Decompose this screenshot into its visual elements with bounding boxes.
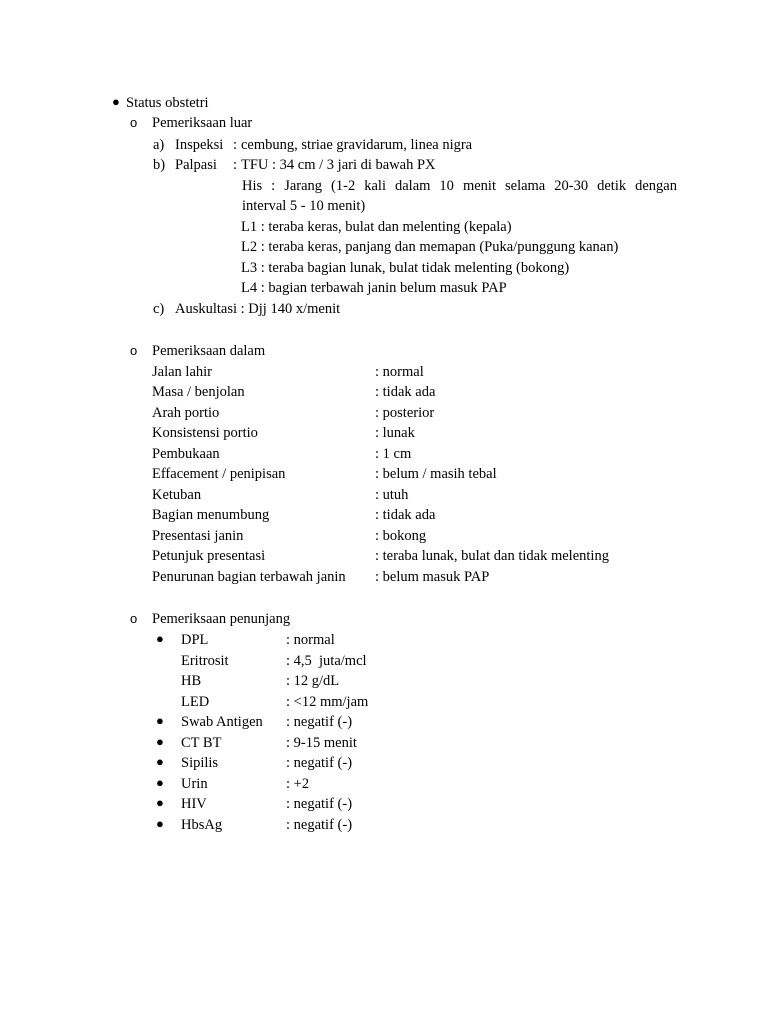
bullet-icon: ● (156, 795, 164, 810)
palpasi-sep: : (233, 157, 238, 173)
dalam-row-value: : normal (375, 364, 424, 380)
penunjang-row-value: : negatif (-) (286, 817, 353, 833)
dalam-row-value: : bokong (375, 528, 427, 544)
bullet-icon: ● (156, 816, 164, 831)
inspeksi-value: cembung, striae gravidarum, linea nigra (241, 137, 473, 153)
penunjang-row-value: : negatif (-) (286, 796, 353, 812)
penunjang-row-label: DPL (181, 632, 209, 648)
section-title: Status obstetri (126, 95, 209, 111)
palpasi-l2: L2 : teraba keras, panjang dan memapan (Puka/punggung kanan) (241, 239, 619, 255)
penunjang-row-label: HB (181, 673, 202, 689)
dalam-row-label: Penurunan bagian terbawah janin (152, 569, 346, 585)
penunjang-row-value: : 12 g/dL (286, 673, 340, 689)
penunjang-row-value: : negatif (-) (286, 714, 353, 730)
penunjang-row-label: HbsAg (181, 817, 223, 833)
dalam-row-label: Pembukaan (152, 446, 220, 462)
heading-pemeriksaan-penunjang: Pemeriksaan penunjang (152, 611, 291, 627)
inspeksi-label: Inspeksi (175, 137, 224, 153)
palpasi-his-line1: His : Jarang (1-2 kali dalam 10 menit selama 20-30 detik dengan (242, 178, 677, 194)
marker-c: c) (153, 301, 165, 317)
auskultasi-text: Auskultasi : Djj 140 x/menit (175, 301, 341, 317)
dalam-row-label: Ketuban (152, 487, 202, 503)
penunjang-row-label: Urin (181, 776, 208, 792)
dalam-row-value: : tidak ada (375, 507, 436, 523)
penunjang-row-value: : negatif (-) (286, 755, 353, 771)
dalam-row-value: : posterior (375, 405, 435, 421)
palpasi-tfu: TFU : 34 cm / 3 jari di bawah PX (241, 157, 436, 173)
penunjang-row-value: : normal (286, 632, 335, 648)
bullet-icon: ● (156, 754, 164, 769)
dalam-row-label: Petunjuk presentasi (152, 548, 266, 564)
dalam-row-label: Bagian menumbung (152, 507, 270, 523)
heading-pemeriksaan-dalam: Pemeriksaan dalam (152, 343, 266, 359)
bullet-icon: ● (156, 631, 164, 646)
penunjang-row-value: : +2 (286, 776, 310, 792)
dalam-row-label: Masa / benjolan (152, 384, 245, 400)
palpasi-l3: L3 : teraba bagian lunak, bulat tidak melenting (bokong) (241, 260, 570, 276)
bullet-icon: ● (156, 775, 164, 790)
dalam-row-value: : lunak (375, 425, 415, 441)
dalam-row-label: Presentasi janin (152, 528, 244, 544)
palpasi-l1: L1 : teraba keras, bulat dan melenting (kepala) (241, 219, 512, 235)
heading-pemeriksaan-luar: Pemeriksaan luar (152, 115, 253, 131)
palpasi-l4: L4 : bagian terbawah janin belum masuk PAP (241, 280, 507, 296)
penunjang-row-label: HIV (181, 796, 207, 812)
bullet-icon: ● (112, 94, 120, 109)
penunjang-row-value: : <12 mm/jam (286, 694, 369, 710)
penunjang-row-value: : 4,5 juta/mcl (286, 653, 367, 669)
circle-bullet-icon: o (130, 343, 138, 358)
dalam-row-value: : teraba lunak, bulat dan tidak melenting (375, 548, 609, 564)
dalam-row-label: Arah portio (152, 405, 220, 421)
penunjang-row-label: LED (181, 694, 210, 710)
penunjang-row-label: CT BT (181, 735, 222, 751)
marker-b: b) (153, 157, 166, 173)
marker-a: a) (153, 137, 165, 153)
dalam-row-label: Jalan lahir (152, 364, 212, 380)
palpasi-label: Palpasi (175, 157, 217, 173)
dalam-row-value: : 1 cm (375, 446, 412, 462)
bullet-icon: ● (156, 713, 164, 728)
dalam-row-value: : utuh (375, 487, 409, 503)
dalam-row-value: : belum / masih tebal (375, 466, 497, 482)
bullet-icon: ● (156, 734, 164, 749)
palpasi-his-line2: interval 5 - 10 menit) (242, 198, 366, 214)
dalam-row-value: : tidak ada (375, 384, 436, 400)
dalam-row-label: Konsistensi portio (152, 425, 258, 441)
penunjang-row-label: Sipilis (181, 755, 219, 771)
circle-bullet-icon: o (130, 611, 138, 626)
penunjang-row-value: : 9-15 menit (286, 735, 357, 751)
penunjang-row-label: Eritrosit (181, 653, 229, 669)
penunjang-row-label: Swab Antigen (181, 714, 263, 730)
dalam-row-value: : belum masuk PAP (375, 569, 490, 585)
circle-bullet-icon: o (130, 115, 138, 130)
inspeksi-sep: : (233, 137, 238, 153)
dalam-row-label: Effacement / penipisan (152, 466, 286, 482)
